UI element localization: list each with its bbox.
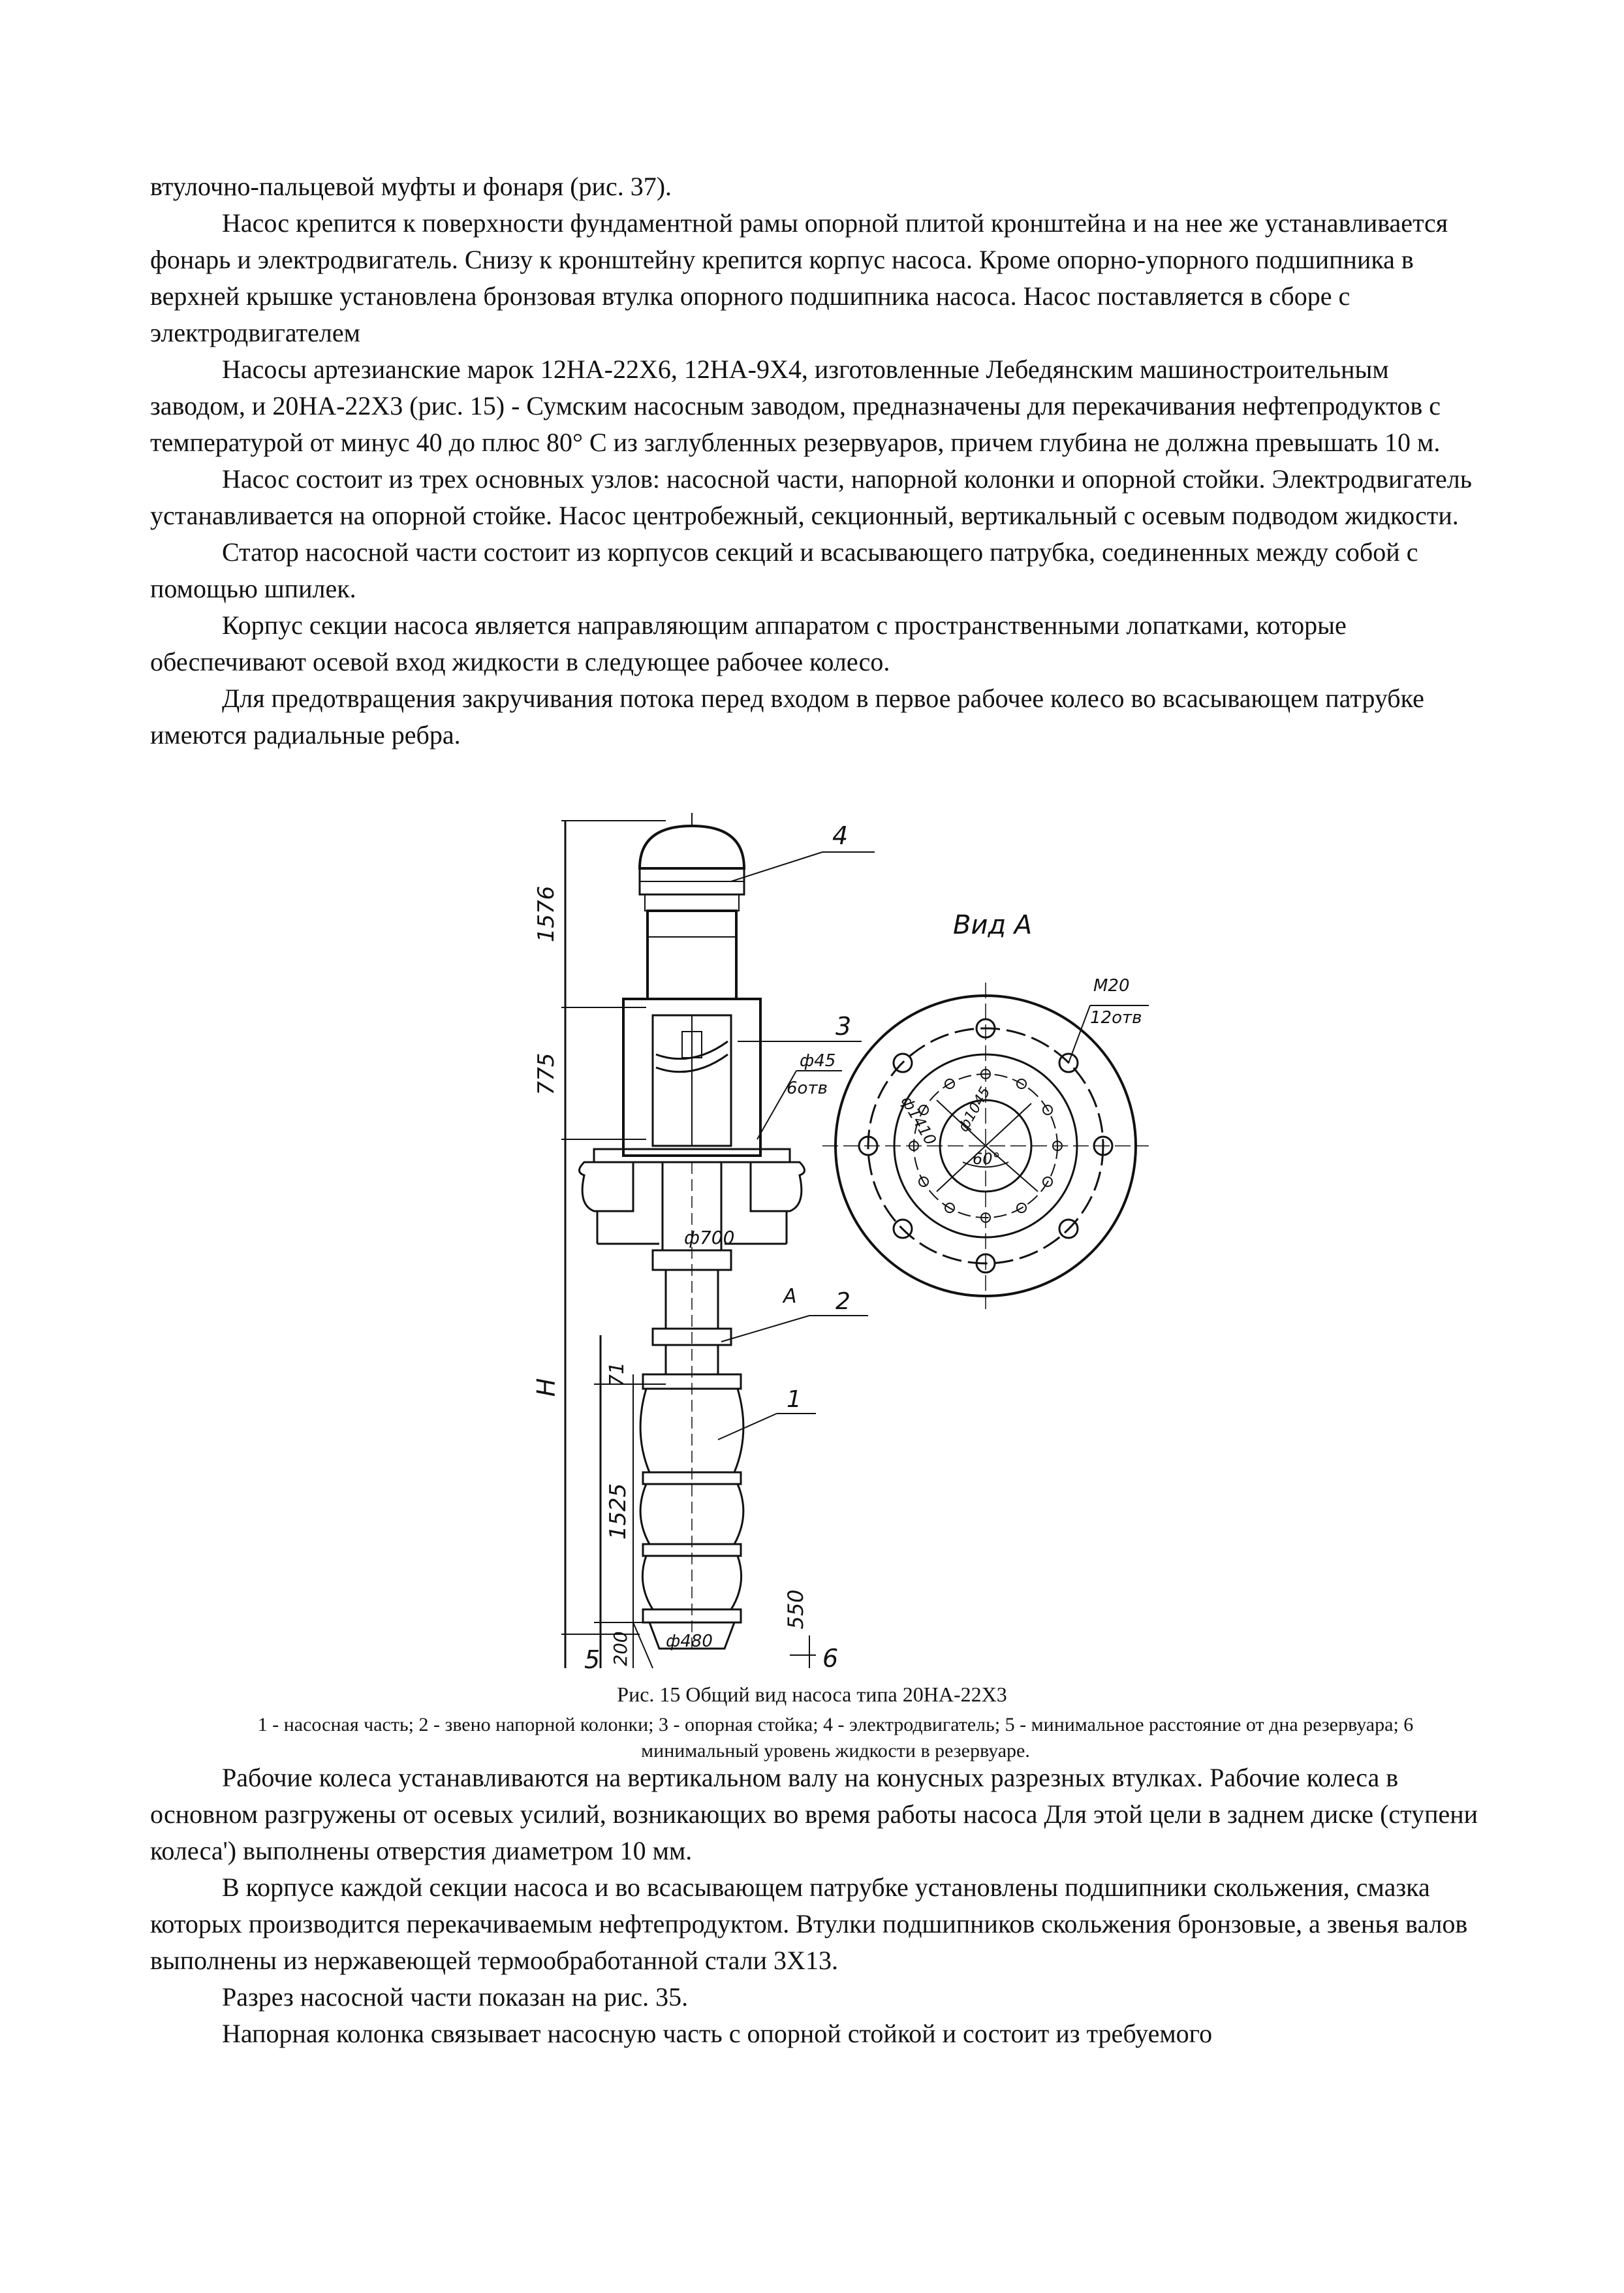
foundation-left [580,1162,634,1211]
callout-3: 3 [835,1012,852,1041]
figure-caption-legend: 1 - насосная часть; 2 - звено напорной колонки; 3 - опорная стойка; 4 - электродвигатель; 5 - минимальное расстояние от дна резервуара; 6 минимальный уровень жидкости в резервуаре. [257,1714,1414,1762]
dimension-label: 1576 [533,885,559,943]
paragraph: Разрез насосной части показан на рис. 35. [222,1982,689,2012]
text-block-bottom [150,1760,1482,2052]
dimension-label: 775 [533,1052,559,1096]
dimension-label: М20 [1093,976,1130,996]
dimension-label: 12отв [1090,1008,1142,1028]
figure-caption-title: Рис. 15 Общий вид насоса типа 20НА-22Х3 [617,1683,1007,1706]
leader-line [718,1414,777,1440]
paragraph: Напорная колонка связывает насосную часть с опорной стойкой и состоит из требуемого [222,2019,1213,2048]
paragraph: втулочно-пальцевой муфты и фонаря (рис. 37). [150,172,672,201]
dimension-label: ф1410 [897,1093,940,1148]
callout-6: 6 [822,1644,839,1673]
paragraph: Рабочие колеса устанавливаются на вертикальном валу на конусных разрезных втулках. Рабочие колеса в основном разгружены от осевых усилий, возникающих во время работы насоса Для этой цели в заднем диске (ступени колеса') выполнены отверстия диаметром 10 мм. [150,1763,1478,1865]
dimension-label: 1525 [605,1483,631,1540]
leader-line [721,1316,809,1342]
paragraph: Насос состоит из трех основных узлов: насосной части, напорной колонки и опорной стойки. Электродвигатель устанавливается на опорной стойке. Насос центробежный, секционный, вертикальный с осевым подводом жидкости. [150,464,1472,530]
dimension-label: ф1045 [955,1084,994,1135]
dimension-label: 71 [606,1361,629,1387]
callout-2: 2 [835,1288,851,1315]
callout-5: 5 [584,1645,601,1674]
text-block-top [150,168,1482,753]
leader-line [633,1622,653,1668]
radius-line [986,1103,1031,1146]
paragraph: Насосы артезианские марок 12НА-22Х6, 12НА-9Х4, изготовленные Лебедянским машиностроительным заводом, и 20НА-22Х3 (рис. 15) - Сумским насосным заводом, предназначены для перекачивания нефтепродуктов с температурой от минус 40 до плюс 80° С из заглубленных резервуаров, причем глубина не должна превышать 10 м. [150,355,1441,457]
view-a [822,976,1149,1309]
pump-drawing [532,806,1475,1681]
dimension-label: ф480 [666,1632,713,1651]
paragraph: Насос крепится к поверхности фундаментной рамы опорной плитой кронштейна и на нее же устанавливается фонарь и электродвигатель. Снизу к кронштейну крепится корпус насоса. Кроме опорно-упорного подшипника в верхней крышке установлена бронзовая втулка опорного подшипника насоса. Насос поставляется в сборе с электродвигателем [150,208,1448,347]
dimension-label: ф45 [800,1051,836,1071]
paragraph: Корпус секции насоса является направляющим аппаратом с пространственными лопатками, которые обеспечивают осевой вход жидкости в следующее рабочее колесо. [150,610,1347,676]
dimension-label: 6отв [787,1079,828,1098]
callout-4: 4 [832,821,849,850]
section-mark: А [783,1285,797,1308]
motor-body [648,911,736,999]
dimension-label: ф700 [684,1227,735,1248]
pump-drawing-figure [532,806,1475,1681]
paragraph: В корпусе каждой секции насоса и во всасывающем патрубке установлены подшипники скольжения, смазка которых производится перекачиваемым нефтепродуктом. Втулки подшипников скольжения бронзовые, а звенья валов выполнены из нержавеющей термообработанной стали 3Х13. [150,1873,1468,1975]
angle-label: 60° [973,1150,1001,1168]
motor-cap [640,826,744,868]
dimension-label: H [532,1378,561,1397]
dimension-label: 200 [610,1631,631,1666]
view-label: Вид А [953,910,1033,940]
callout-1: 1 [787,1386,802,1413]
dimension-label: 550 [783,1589,808,1630]
paragraph: Статор насосной части состоит из корпусов секций и всасывающего патрубка, соединенных между собой с помощью шпилек. [150,537,1418,603]
motor-ring [645,894,739,911]
paragraph: Для предотвращения закручивания потока перед входом в первое рабочее колесо во всасывающем патрубке имеются радиальные ребра. [150,684,1424,750]
foundation-right [751,1162,805,1211]
